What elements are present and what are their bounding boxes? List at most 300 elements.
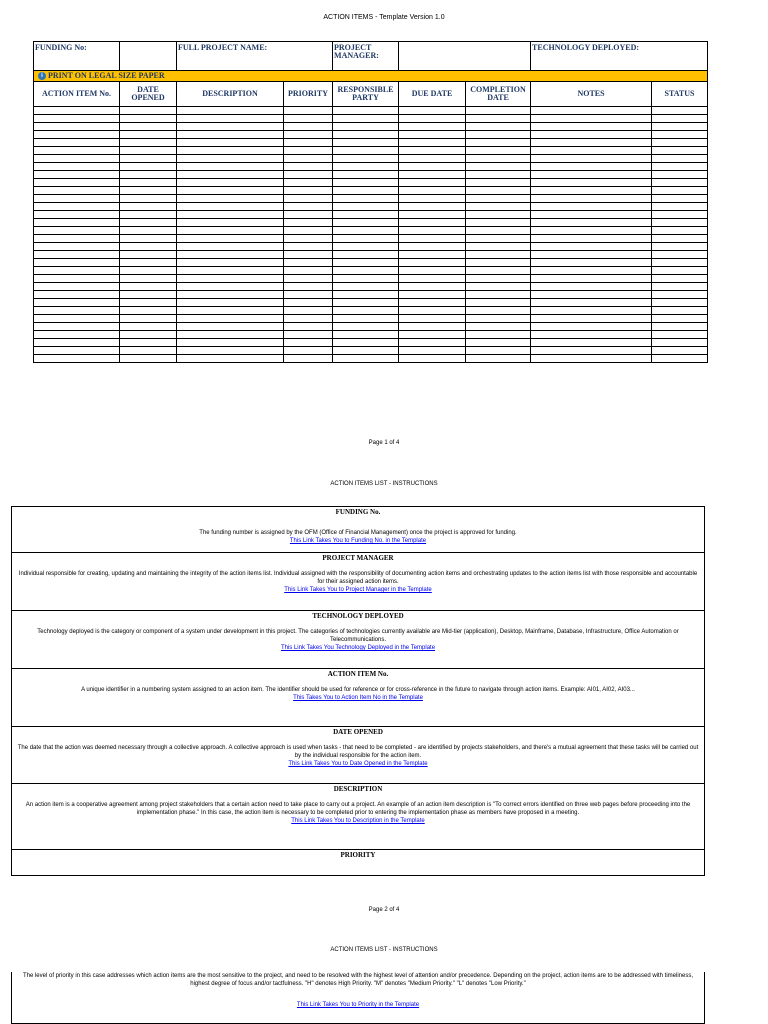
table-cell[interactable] xyxy=(652,355,708,363)
table-cell[interactable] xyxy=(652,243,708,251)
table-cell[interactable] xyxy=(333,211,399,219)
table-cell[interactable] xyxy=(399,267,466,275)
table-cell[interactable] xyxy=(177,355,284,363)
table-cell[interactable] xyxy=(466,195,531,203)
table-cell[interactable] xyxy=(652,347,708,355)
table-cell[interactable] xyxy=(333,123,399,131)
table-cell[interactable] xyxy=(34,331,120,339)
table-cell[interactable] xyxy=(177,251,284,259)
table-cell[interactable] xyxy=(120,211,177,219)
table-cell[interactable] xyxy=(120,251,177,259)
table-cell[interactable] xyxy=(120,283,177,291)
table-cell[interactable] xyxy=(466,323,531,331)
table-cell[interactable] xyxy=(120,123,177,131)
table-cell[interactable] xyxy=(531,339,652,347)
table-cell[interactable] xyxy=(177,347,284,355)
table-cell[interactable] xyxy=(466,243,531,251)
table-cell[interactable] xyxy=(466,155,531,163)
table-cell[interactable] xyxy=(531,147,652,155)
table-cell[interactable] xyxy=(284,299,333,307)
table-cell[interactable] xyxy=(399,323,466,331)
table-cell[interactable] xyxy=(34,203,120,211)
project-manager-field[interactable] xyxy=(399,42,531,71)
table-cell[interactable] xyxy=(177,267,284,275)
table-cell[interactable] xyxy=(177,291,284,299)
table-cell[interactable] xyxy=(34,251,120,259)
table-cell[interactable] xyxy=(531,171,652,179)
table-cell[interactable] xyxy=(652,211,708,219)
table-cell[interactable] xyxy=(120,355,177,363)
table-cell[interactable] xyxy=(120,235,177,243)
table-cell[interactable] xyxy=(333,307,399,315)
table-cell[interactable] xyxy=(34,139,120,147)
table-cell[interactable] xyxy=(531,291,652,299)
table-cell[interactable] xyxy=(399,235,466,243)
table-cell[interactable] xyxy=(284,283,333,291)
table-cell[interactable] xyxy=(177,147,284,155)
table-cell[interactable] xyxy=(177,123,284,131)
table-cell[interactable] xyxy=(333,323,399,331)
table-cell[interactable] xyxy=(531,283,652,291)
table-cell[interactable] xyxy=(652,139,708,147)
table-cell[interactable] xyxy=(333,275,399,283)
table-cell[interactable] xyxy=(652,259,708,267)
date-opened-link[interactable]: This Link Takes You to Date Opened in the Template xyxy=(288,761,428,767)
table-cell[interactable] xyxy=(466,123,531,131)
table-cell[interactable] xyxy=(333,331,399,339)
table-cell[interactable] xyxy=(333,299,399,307)
table-cell[interactable] xyxy=(399,251,466,259)
priority-link[interactable]: This Link Takes You to Priority in the Template xyxy=(296,1002,420,1008)
table-cell[interactable] xyxy=(466,283,531,291)
table-cell[interactable] xyxy=(284,331,333,339)
table-cell[interactable] xyxy=(466,299,531,307)
table-cell[interactable] xyxy=(177,131,284,139)
table-cell[interactable] xyxy=(120,243,177,251)
table-cell[interactable] xyxy=(652,155,708,163)
table-cell[interactable] xyxy=(34,179,120,187)
table-cell[interactable] xyxy=(531,203,652,211)
table-cell[interactable] xyxy=(120,115,177,123)
table-cell[interactable] xyxy=(333,187,399,195)
table-cell[interactable] xyxy=(652,283,708,291)
table-cell[interactable] xyxy=(284,155,333,163)
table-cell[interactable] xyxy=(34,163,120,171)
table-cell[interactable] xyxy=(531,115,652,123)
table-cell[interactable] xyxy=(652,123,708,131)
project-manager-link[interactable]: This Link Takes You to Project Manager in the Template xyxy=(284,587,432,593)
table-cell[interactable] xyxy=(652,307,708,315)
table-cell[interactable] xyxy=(120,163,177,171)
table-cell[interactable] xyxy=(652,219,708,227)
table-cell[interactable] xyxy=(333,139,399,147)
table-cell[interactable] xyxy=(399,195,466,203)
table-cell[interactable] xyxy=(399,315,466,323)
table-cell[interactable] xyxy=(34,307,120,315)
funding-no-link[interactable]: This Link Takes You to Funding No. in the Template xyxy=(289,538,427,544)
table-cell[interactable] xyxy=(284,107,333,115)
table-cell[interactable] xyxy=(531,267,652,275)
table-cell[interactable] xyxy=(120,275,177,283)
table-cell[interactable] xyxy=(399,115,466,123)
table-cell[interactable] xyxy=(466,291,531,299)
table-cell[interactable] xyxy=(652,275,708,283)
table-cell[interactable] xyxy=(466,203,531,211)
action-item-no-link[interactable]: This Takes You to Action Item No in the Template xyxy=(293,695,423,701)
table-cell[interactable] xyxy=(177,195,284,203)
table-cell[interactable] xyxy=(177,259,284,267)
table-cell[interactable] xyxy=(531,179,652,187)
table-cell[interactable] xyxy=(284,251,333,259)
table-cell[interactable] xyxy=(120,267,177,275)
table-cell[interactable] xyxy=(333,195,399,203)
table-cell[interactable] xyxy=(531,243,652,251)
table-cell[interactable] xyxy=(284,195,333,203)
table-cell[interactable] xyxy=(177,339,284,347)
table-cell[interactable] xyxy=(34,339,120,347)
table-cell[interactable] xyxy=(284,315,333,323)
table-cell[interactable] xyxy=(34,243,120,251)
description-link[interactable]: This Link Takes You to Description in the Template xyxy=(291,818,425,824)
table-cell[interactable] xyxy=(34,323,120,331)
table-cell[interactable] xyxy=(466,131,531,139)
table-cell[interactable] xyxy=(466,187,531,195)
table-cell[interactable] xyxy=(177,171,284,179)
table-cell[interactable] xyxy=(34,347,120,355)
table-cell[interactable] xyxy=(284,123,333,131)
table-cell[interactable] xyxy=(466,339,531,347)
table-cell[interactable] xyxy=(284,355,333,363)
table-cell[interactable] xyxy=(531,299,652,307)
table-cell[interactable] xyxy=(177,275,284,283)
table-cell[interactable] xyxy=(652,179,708,187)
table-cell[interactable] xyxy=(399,171,466,179)
table-cell[interactable] xyxy=(34,259,120,267)
table-cell[interactable] xyxy=(399,139,466,147)
table-cell[interactable] xyxy=(531,275,652,283)
table-cell[interactable] xyxy=(333,283,399,291)
table-cell[interactable] xyxy=(531,227,652,235)
table-cell[interactable] xyxy=(284,219,333,227)
table-cell[interactable] xyxy=(399,291,466,299)
table-cell[interactable] xyxy=(177,323,284,331)
table-cell[interactable] xyxy=(34,283,120,291)
table-cell[interactable] xyxy=(120,307,177,315)
table-cell[interactable] xyxy=(177,219,284,227)
funding-no-field[interactable] xyxy=(120,42,177,71)
table-cell[interactable] xyxy=(531,211,652,219)
table-cell[interactable] xyxy=(399,307,466,315)
table-cell[interactable] xyxy=(531,259,652,267)
table-cell[interactable] xyxy=(34,291,120,299)
table-cell[interactable] xyxy=(531,219,652,227)
table-cell[interactable] xyxy=(399,203,466,211)
table-cell[interactable] xyxy=(34,211,120,219)
technology-deployed-link[interactable]: This Link Takes You Technology Deployed in the Template xyxy=(280,645,436,651)
table-cell[interactable] xyxy=(34,235,120,243)
table-cell[interactable] xyxy=(399,259,466,267)
table-cell[interactable] xyxy=(34,227,120,235)
table-cell[interactable] xyxy=(531,155,652,163)
table-cell[interactable] xyxy=(34,315,120,323)
table-cell[interactable] xyxy=(531,251,652,259)
table-cell[interactable] xyxy=(333,227,399,235)
table-cell[interactable] xyxy=(399,331,466,339)
table-cell[interactable] xyxy=(120,179,177,187)
table-cell[interactable] xyxy=(531,355,652,363)
table-cell[interactable] xyxy=(399,283,466,291)
table-cell[interactable] xyxy=(466,251,531,259)
table-cell[interactable] xyxy=(399,275,466,283)
table-cell[interactable] xyxy=(399,243,466,251)
table-cell[interactable] xyxy=(333,107,399,115)
table-cell[interactable] xyxy=(466,139,531,147)
table-cell[interactable] xyxy=(652,227,708,235)
table-cell[interactable] xyxy=(284,323,333,331)
table-cell[interactable] xyxy=(120,171,177,179)
table-cell[interactable] xyxy=(399,107,466,115)
table-cell[interactable] xyxy=(333,259,399,267)
table-cell[interactable] xyxy=(399,147,466,155)
table-cell[interactable] xyxy=(333,235,399,243)
table-cell[interactable] xyxy=(333,131,399,139)
table-cell[interactable] xyxy=(120,107,177,115)
table-cell[interactable] xyxy=(333,147,399,155)
table-cell[interactable] xyxy=(284,259,333,267)
table-cell[interactable] xyxy=(177,331,284,339)
table-cell[interactable] xyxy=(120,139,177,147)
table-cell[interactable] xyxy=(531,235,652,243)
table-cell[interactable] xyxy=(120,339,177,347)
table-cell[interactable] xyxy=(120,131,177,139)
table-cell[interactable] xyxy=(120,259,177,267)
table-cell[interactable] xyxy=(333,355,399,363)
table-cell[interactable] xyxy=(34,195,120,203)
table-cell[interactable] xyxy=(531,139,652,147)
table-cell[interactable] xyxy=(333,339,399,347)
table-cell[interactable] xyxy=(177,187,284,195)
table-cell[interactable] xyxy=(333,347,399,355)
table-cell[interactable] xyxy=(531,347,652,355)
table-cell[interactable] xyxy=(120,147,177,155)
table-cell[interactable] xyxy=(177,107,284,115)
table-cell[interactable] xyxy=(399,163,466,171)
table-cell[interactable] xyxy=(652,299,708,307)
table-cell[interactable] xyxy=(177,179,284,187)
table-cell[interactable] xyxy=(531,131,652,139)
table-cell[interactable] xyxy=(120,187,177,195)
table-cell[interactable] xyxy=(531,123,652,131)
table-cell[interactable] xyxy=(120,315,177,323)
table-cell[interactable] xyxy=(284,171,333,179)
table-cell[interactable] xyxy=(399,211,466,219)
table-cell[interactable] xyxy=(333,219,399,227)
table-cell[interactable] xyxy=(284,291,333,299)
table-cell[interactable] xyxy=(652,339,708,347)
table-cell[interactable] xyxy=(120,155,177,163)
table-cell[interactable] xyxy=(466,163,531,171)
table-cell[interactable] xyxy=(652,171,708,179)
table-cell[interactable] xyxy=(284,147,333,155)
table-cell[interactable] xyxy=(120,219,177,227)
col-notes: NOTES xyxy=(531,82,652,107)
table-cell[interactable] xyxy=(34,275,120,283)
table-cell[interactable] xyxy=(120,195,177,203)
table-cell[interactable] xyxy=(531,107,652,115)
table-cell[interactable] xyxy=(652,291,708,299)
table-cell[interactable] xyxy=(652,331,708,339)
table-cell[interactable] xyxy=(177,243,284,251)
table-cell[interactable] xyxy=(34,219,120,227)
table-cell[interactable] xyxy=(333,315,399,323)
table-cell[interactable] xyxy=(34,131,120,139)
table-cell[interactable] xyxy=(177,203,284,211)
table-cell[interactable] xyxy=(333,115,399,123)
section-heading: PRIORITY xyxy=(340,851,376,859)
table-cell[interactable] xyxy=(333,291,399,299)
table-cell[interactable] xyxy=(120,227,177,235)
table-cell[interactable] xyxy=(652,235,708,243)
table-cell[interactable] xyxy=(466,307,531,315)
table-cell[interactable] xyxy=(34,171,120,179)
table-cell[interactable] xyxy=(177,307,284,315)
table-cell[interactable] xyxy=(34,267,120,275)
table-cell[interactable] xyxy=(466,355,531,363)
table-cell[interactable] xyxy=(652,107,708,115)
table-cell[interactable] xyxy=(652,195,708,203)
table-cell[interactable] xyxy=(466,275,531,283)
table-cell[interactable] xyxy=(284,267,333,275)
table-cell[interactable] xyxy=(399,219,466,227)
table-cell[interactable] xyxy=(34,123,120,131)
table-cell[interactable] xyxy=(284,339,333,347)
table-cell[interactable] xyxy=(177,139,284,147)
table-cell[interactable] xyxy=(120,347,177,355)
table-cell[interactable] xyxy=(399,227,466,235)
table-cell[interactable] xyxy=(284,235,333,243)
table-cell[interactable] xyxy=(177,235,284,243)
table-cell[interactable] xyxy=(652,115,708,123)
table-cell[interactable] xyxy=(34,187,120,195)
table-cell[interactable] xyxy=(531,323,652,331)
table-cell[interactable] xyxy=(34,299,120,307)
table-cell[interactable] xyxy=(652,131,708,139)
table-cell[interactable] xyxy=(466,331,531,339)
table-cell[interactable] xyxy=(177,211,284,219)
table-cell[interactable] xyxy=(284,203,333,211)
table-cell[interactable] xyxy=(466,267,531,275)
table-cell[interactable] xyxy=(284,307,333,315)
table-cell[interactable] xyxy=(652,267,708,275)
table-cell[interactable] xyxy=(120,331,177,339)
table-cell[interactable] xyxy=(333,179,399,187)
table-cell[interactable] xyxy=(120,323,177,331)
table-cell[interactable] xyxy=(34,147,120,155)
table-cell[interactable] xyxy=(284,163,333,171)
table-cell[interactable] xyxy=(466,235,531,243)
table-cell[interactable] xyxy=(466,347,531,355)
table-cell[interactable] xyxy=(652,147,708,155)
table-cell[interactable] xyxy=(34,107,120,115)
table-cell[interactable] xyxy=(333,267,399,275)
table-cell[interactable] xyxy=(466,171,531,179)
table-cell[interactable] xyxy=(466,315,531,323)
table-cell[interactable] xyxy=(652,163,708,171)
table-cell[interactable] xyxy=(34,115,120,123)
table-cell[interactable] xyxy=(531,195,652,203)
table-cell[interactable] xyxy=(531,331,652,339)
table-cell[interactable] xyxy=(399,347,466,355)
table-cell[interactable] xyxy=(399,187,466,195)
table-cell[interactable] xyxy=(284,131,333,139)
table-cell[interactable] xyxy=(284,243,333,251)
table-cell[interactable] xyxy=(466,259,531,267)
table-cell[interactable] xyxy=(466,115,531,123)
table-cell[interactable] xyxy=(120,299,177,307)
table-cell[interactable] xyxy=(333,251,399,259)
table-cell[interactable] xyxy=(177,283,284,291)
table-cell[interactable] xyxy=(177,299,284,307)
table-cell[interactable] xyxy=(34,355,120,363)
table-cell[interactable] xyxy=(466,227,531,235)
table-cell[interactable] xyxy=(531,187,652,195)
table-cell[interactable] xyxy=(120,291,177,299)
table-cell[interactable] xyxy=(177,315,284,323)
table-cell[interactable] xyxy=(284,115,333,123)
table-cell[interactable] xyxy=(531,315,652,323)
table-cell[interactable] xyxy=(284,275,333,283)
table-cell[interactable] xyxy=(466,219,531,227)
table-cell[interactable] xyxy=(531,307,652,315)
table-cell[interactable] xyxy=(34,155,120,163)
table-cell[interactable] xyxy=(333,243,399,251)
table-cell[interactable] xyxy=(399,299,466,307)
table-cell[interactable] xyxy=(466,107,531,115)
table-cell[interactable] xyxy=(177,163,284,171)
table-cell[interactable] xyxy=(466,179,531,187)
table-cell[interactable] xyxy=(284,187,333,195)
table-cell[interactable] xyxy=(177,115,284,123)
table-row xyxy=(34,259,708,267)
table-cell[interactable] xyxy=(652,203,708,211)
table-cell[interactable] xyxy=(177,227,284,235)
table-cell[interactable] xyxy=(284,179,333,187)
table-cell[interactable] xyxy=(333,171,399,179)
table-cell[interactable] xyxy=(466,147,531,155)
table-cell[interactable] xyxy=(399,155,466,163)
table-cell[interactable] xyxy=(399,339,466,347)
table-cell[interactable] xyxy=(466,211,531,219)
table-cell[interactable] xyxy=(120,203,177,211)
table-cell[interactable] xyxy=(652,251,708,259)
table-cell[interactable] xyxy=(284,347,333,355)
table-cell[interactable] xyxy=(399,179,466,187)
table-cell[interactable] xyxy=(399,355,466,363)
table-cell[interactable] xyxy=(284,227,333,235)
table-cell[interactable] xyxy=(284,211,333,219)
table-cell[interactable] xyxy=(333,155,399,163)
table-cell[interactable] xyxy=(399,131,466,139)
table-cell[interactable] xyxy=(652,323,708,331)
table-cell[interactable] xyxy=(333,203,399,211)
table-cell[interactable] xyxy=(652,315,708,323)
table-cell[interactable] xyxy=(284,139,333,147)
table-cell[interactable] xyxy=(177,155,284,163)
table-cell[interactable] xyxy=(531,163,652,171)
table-cell[interactable] xyxy=(333,163,399,171)
table-cell[interactable] xyxy=(399,123,466,131)
table-cell[interactable] xyxy=(652,187,708,195)
